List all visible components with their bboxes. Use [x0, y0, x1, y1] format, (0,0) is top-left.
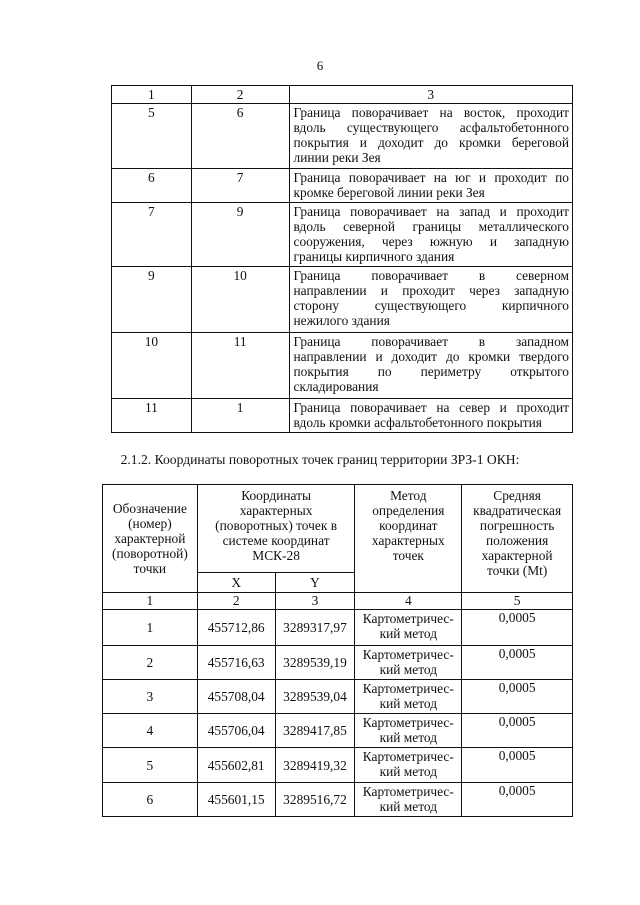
method-line: Картометричес-	[362, 749, 454, 764]
method-cell	[355, 783, 462, 817]
column-number: 3	[275, 593, 355, 610]
table-row	[103, 748, 573, 783]
header-line: Координаты	[241, 488, 311, 503]
error-value: 0,0005	[462, 714, 573, 748]
table-row	[112, 333, 573, 399]
table-row	[112, 267, 573, 333]
table-header-row	[103, 485, 573, 573]
header-line: (поворотных) точек в	[215, 518, 338, 533]
coord-x: 455712,86	[197, 610, 275, 646]
header-line: Средняя	[493, 488, 541, 503]
header-line: точки (Mt)	[486, 563, 548, 578]
description-line: Граница поворачивает в северном	[293, 268, 569, 283]
column-number: 1	[103, 593, 198, 610]
description-line: линии реки Зея	[293, 150, 381, 165]
header-line: МСК-28	[252, 548, 300, 563]
from-point: 9	[112, 267, 192, 333]
error-value: 0,0005	[462, 680, 573, 714]
page-number: 6	[316, 58, 324, 73]
description-line: направлении и доходит до кромки твердого	[293, 349, 569, 364]
boundary-description	[289, 104, 572, 169]
method-line: кий метод	[379, 662, 438, 677]
method-line: кий метод	[379, 764, 438, 779]
method-line: Картометричес-	[362, 715, 454, 730]
header-line: характерной	[481, 548, 553, 563]
description-line: сооружения, через южную и западную	[293, 234, 569, 249]
header-x: X	[197, 573, 275, 593]
table-row	[103, 646, 573, 680]
method-cell	[355, 680, 462, 714]
coord-y: 3289419,32	[275, 748, 355, 783]
boundary-description	[289, 203, 572, 267]
header-line: характерной	[114, 531, 186, 546]
point-number: 3	[103, 680, 198, 714]
description-line: покрытия по периметру открытого	[293, 364, 569, 379]
method-cell	[355, 748, 462, 783]
column-number: 4	[355, 593, 462, 610]
error-value: 0,0005	[462, 646, 573, 680]
description-line: Граница поворачивает в западном	[293, 334, 569, 349]
header-cell: 1	[112, 86, 192, 104]
header-designation	[103, 485, 198, 593]
method-cell	[355, 714, 462, 748]
header-cell: 3	[289, 86, 572, 104]
header-line: характерных	[371, 533, 445, 548]
coord-y: 3289516,72	[275, 783, 355, 817]
to-point: 11	[191, 333, 289, 399]
header-line: положения	[485, 533, 549, 548]
method-line: кий метод	[379, 626, 438, 641]
method-line: Картометричес-	[362, 784, 454, 799]
column-number: 5	[462, 593, 573, 610]
header-line: характерных	[239, 503, 313, 518]
coord-x: 455716,63	[197, 646, 275, 680]
table-row	[112, 169, 573, 203]
boundary-description	[289, 267, 572, 333]
method-line: кий метод	[379, 799, 438, 814]
header-line: точек	[392, 548, 424, 563]
description-line: Граница поворачивает на юг и проходит по	[293, 170, 569, 185]
column-number-row	[103, 593, 573, 610]
description-line: Граница поворачивает на восток, проходит	[293, 105, 569, 120]
header-method	[355, 485, 462, 593]
point-number: 6	[103, 783, 198, 817]
from-point: 11	[112, 399, 192, 433]
description-line: нежилого здания	[293, 313, 390, 328]
section-title: 2.1.2. Координаты поворотных точек границ территории ЗРЗ-1 ОКН:	[120, 452, 520, 467]
method-cell	[355, 610, 462, 646]
header-coordinates	[197, 485, 355, 573]
from-point: 5	[112, 104, 192, 169]
method-line: Картометричес-	[362, 647, 454, 662]
table-row	[112, 399, 573, 433]
method-line: кий метод	[379, 696, 438, 711]
description-line: кромке береговой линии реки Зея	[293, 185, 485, 200]
header-line: координат	[379, 518, 438, 533]
header-line: погрешность	[479, 518, 555, 533]
header-line: квадратическая	[473, 503, 562, 518]
description-line: Граница поворачивает на север и проходит	[293, 400, 569, 415]
column-number: 2	[197, 593, 275, 610]
boundary-description	[289, 399, 572, 433]
boundary-description-table	[111, 85, 573, 433]
point-number: 4	[103, 714, 198, 748]
from-point: 7	[112, 203, 192, 267]
method-line: кий метод	[379, 730, 438, 745]
to-point: 10	[191, 267, 289, 333]
header-line: Обозначение	[112, 501, 187, 516]
from-point: 6	[112, 169, 192, 203]
description-line: складирования	[293, 379, 379, 394]
table-row	[112, 104, 573, 169]
table-row	[103, 680, 573, 714]
boundary-description	[289, 333, 572, 399]
point-number: 1	[103, 610, 198, 646]
description-line: сторону существующего кирпичного	[293, 298, 569, 313]
coord-y: 3289417,85	[275, 714, 355, 748]
table-row	[112, 203, 573, 267]
error-value: 0,0005	[462, 748, 573, 783]
table-row	[103, 714, 573, 748]
coord-x: 455706,04	[197, 714, 275, 748]
table-row	[103, 610, 573, 646]
header-line: Метод	[390, 488, 427, 503]
coord-y: 3289317,97	[275, 610, 355, 646]
table-header-row	[112, 86, 573, 104]
header-error	[462, 485, 573, 593]
from-point: 10	[112, 333, 192, 399]
point-number: 2	[103, 646, 198, 680]
header-line: определения	[372, 503, 445, 518]
to-point: 1	[191, 399, 289, 433]
header-line: (поворотной)	[111, 546, 188, 561]
description-line: вдоль северной границы металлического	[293, 219, 569, 234]
method-cell	[355, 646, 462, 680]
header-line: (номер)	[128, 516, 172, 531]
coord-y: 3289539,19	[275, 646, 355, 680]
description-line: границы кирпичного здания	[293, 249, 455, 264]
method-line: Картометричес-	[362, 681, 454, 696]
table-row	[103, 783, 573, 817]
error-value: 0,0005	[462, 783, 573, 817]
coord-x: 455602,81	[197, 748, 275, 783]
header-cell: 2	[191, 86, 289, 104]
description-line: вдоль существующего асфальтобетонного	[293, 120, 569, 135]
coordinates-table	[102, 484, 573, 817]
boundary-description	[289, 169, 572, 203]
point-number: 5	[103, 748, 198, 783]
to-point: 6	[191, 104, 289, 169]
coord-y: 3289539,04	[275, 680, 355, 714]
coord-x: 455708,04	[197, 680, 275, 714]
coord-x: 455601,15	[197, 783, 275, 817]
to-point: 7	[191, 169, 289, 203]
description-line: покрытия и доходит до кромки береговой	[293, 135, 569, 150]
description-line: вдоль кромки асфальтобетонного покрытия	[293, 415, 542, 430]
header-line: точки	[133, 561, 167, 576]
method-line: Картометричес-	[362, 611, 454, 626]
header-y: Y	[275, 573, 355, 593]
description-line: направлении и проходит через западную	[293, 283, 569, 298]
header-line: системе координат	[222, 533, 330, 548]
error-value: 0,0005	[462, 610, 573, 646]
description-line: Граница поворачивает на запад и проходит	[293, 204, 569, 219]
to-point: 9	[191, 203, 289, 267]
